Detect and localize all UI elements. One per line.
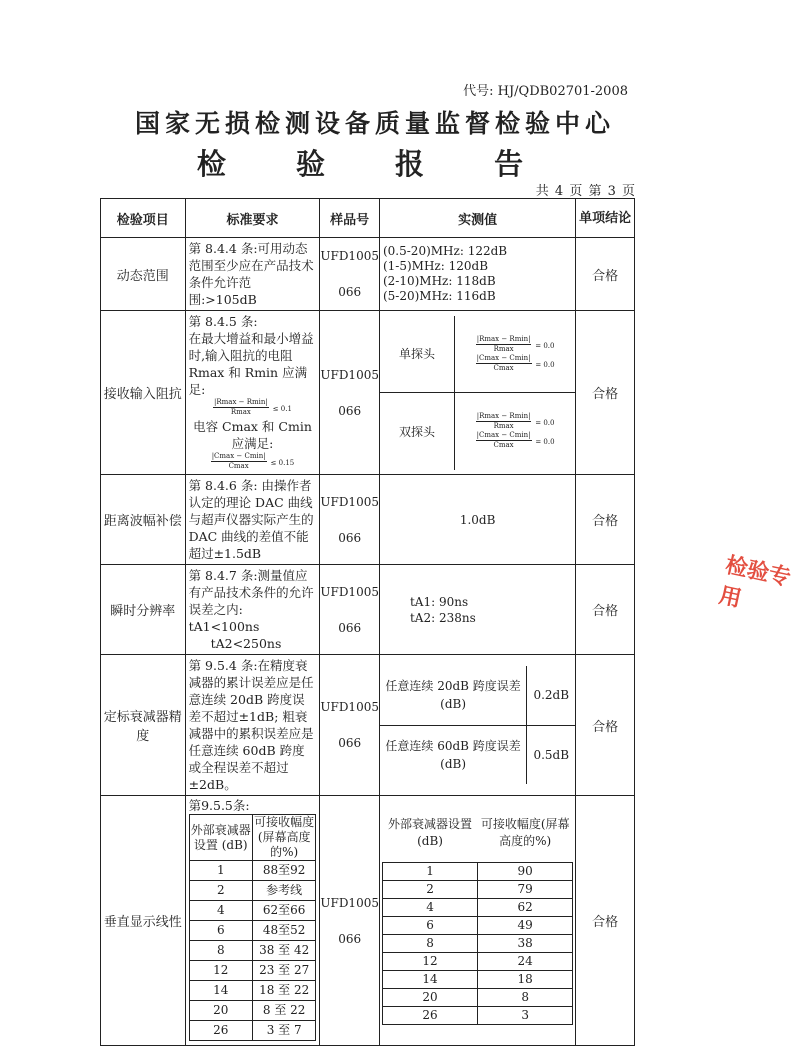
sample-id: UFD1005 066 bbox=[320, 238, 380, 311]
setting-cell: 8 bbox=[382, 934, 477, 952]
table-row bbox=[189, 981, 316, 1001]
measured-cell: 3 bbox=[478, 1006, 573, 1024]
std-resolution: 第 8.4.7 条:测量值应有产品技术条件的允许误差之内: tA1<100ns tA2<250ns bbox=[185, 565, 320, 655]
header-conclusion: 单项结论 bbox=[576, 199, 635, 238]
table-row bbox=[382, 916, 572, 934]
report-title: 检 验 报 告 bbox=[196, 147, 554, 181]
setting-cell: 2 bbox=[189, 881, 252, 901]
result-linearity bbox=[379, 796, 575, 1046]
std-linearity: 第9.5.5条: 外部衰减器设置 (dB) 可接收幅度(屏幕高度的%) 1 88至92 2 参考线 4 62至66 6 48至52 8 38 至 42 12 23 至 27 14 18 至 22 20 8 至 22 26 3 至 7 bbox=[185, 796, 320, 1046]
inspection-table bbox=[100, 198, 635, 1046]
setting-cell: 4 bbox=[382, 898, 477, 916]
table-row bbox=[101, 565, 635, 655]
result-impedance: 单探头 $\frac{|Rmax - Rmin|}{Rmax}$ = 0.0 $\frac{|Cmax - Cmin|}{Cmax}$ = 0.0 双探头 $\frac{|Rmax - Rmin|}{Rmax}$ = 0.0 $\frac{|Cmax - Cmin|}{Cmax}$ = 0.0 bbox=[379, 311, 575, 475]
setting-cell: 26 bbox=[382, 1006, 477, 1024]
item-distance: 距离波幅补偿 bbox=[101, 475, 186, 565]
allowed-cell: 3 至 7 bbox=[252, 1021, 315, 1041]
table-row bbox=[189, 881, 316, 901]
item-resolution: 瞬时分辨率 bbox=[101, 565, 186, 655]
table-row bbox=[382, 952, 572, 970]
setting-cell: 1 bbox=[189, 861, 252, 881]
setting-cell: 6 bbox=[382, 916, 477, 934]
table-row bbox=[189, 921, 316, 941]
table-row bbox=[382, 970, 572, 988]
setting-cell: 20 bbox=[382, 988, 477, 1006]
sample-id: UFD1005 066 bbox=[320, 311, 380, 475]
allowed-cell: 23 至 27 bbox=[252, 961, 315, 981]
allowed-cell: 48至52 bbox=[252, 921, 315, 941]
table-row bbox=[101, 311, 635, 475]
table-row bbox=[382, 988, 572, 1006]
setting-cell: 4 bbox=[189, 901, 252, 921]
table-row bbox=[101, 796, 635, 1046]
conclusion: 合格 bbox=[576, 311, 635, 475]
table-row bbox=[189, 961, 316, 981]
table-header-row bbox=[101, 199, 635, 238]
table-row bbox=[189, 1001, 316, 1021]
setting-cell: 14 bbox=[382, 970, 477, 988]
sample-id: UFD1005 066 bbox=[320, 655, 380, 796]
item-attenuator: 定标衰减器精度 bbox=[101, 655, 186, 796]
setting-cell: 26 bbox=[189, 1021, 252, 1041]
allowed-cell: 38 至 42 bbox=[252, 941, 315, 961]
table-row bbox=[382, 862, 572, 880]
conclusion: 合格 bbox=[576, 238, 635, 311]
setting-cell: 14 bbox=[189, 981, 252, 1001]
inspection-stamp: 检验专用 bbox=[716, 552, 794, 613]
measured-cell: 79 bbox=[478, 880, 573, 898]
measured-cell: 49 bbox=[478, 916, 573, 934]
result-dynamic: (0.5-20)MHz: 122dB (1-5)MHz: 120dB (2-10)MHz: 118dB (5-20)MHz: 116dB bbox=[379, 238, 575, 311]
setting-cell: 12 bbox=[189, 961, 252, 981]
table-row bbox=[382, 934, 572, 952]
table-row bbox=[101, 655, 635, 796]
setting-cell: 1 bbox=[382, 862, 477, 880]
measured-cell: 38 bbox=[478, 934, 573, 952]
allowed-amplitude-table: 外部衰减器设置 (dB) 可接收幅度(屏幕高度的%) 1 88至92 2 参考线 4 62至66 6 48至52 8 38 至 42 12 23 至 27 14 18 至 22 20 8 至 22 26 3 至 7 bbox=[189, 814, 317, 1041]
measured-cell: 62 bbox=[478, 898, 573, 916]
item-linearity: 垂直显示线性 bbox=[101, 796, 186, 1046]
formula-r: $\frac{|Rmax - Rmin|}{Rmax}$ bbox=[214, 398, 268, 416]
measured-cell: 90 bbox=[478, 862, 573, 880]
setting-cell: 6 bbox=[189, 921, 252, 941]
allowed-cell: 8 至 22 bbox=[252, 1001, 315, 1021]
table-row bbox=[189, 901, 316, 921]
item-dynamic: 动态范围 bbox=[101, 238, 186, 311]
measured-cell: 8 bbox=[478, 988, 573, 1006]
sample-id: UFD1005 066 bbox=[320, 796, 380, 1046]
table-row bbox=[189, 1021, 316, 1041]
organization-title: 国家无损检测设备质量监督检验中心 bbox=[134, 109, 615, 138]
std-dynamic: 第 8.4.4 条:可用动态范围至少应在产品技术条件允许范围:>105dB bbox=[185, 238, 320, 311]
allowed-cell: 参考线 bbox=[252, 881, 315, 901]
header-standard: 标准要求 bbox=[185, 199, 320, 238]
conclusion: 合格 bbox=[576, 796, 635, 1046]
measured-amplitude-table: 外部衰减器设置 (dB) 可接收幅度(屏幕高度的%) 1 90 2 79 4 62 6 49 8 38 12 24 14 18 20 8 26 3 bbox=[382, 804, 573, 1025]
sample-id: UFD1005 066 bbox=[320, 475, 380, 565]
conclusion: 合格 bbox=[576, 565, 635, 655]
formula-c: $\frac{|Cmax - Cmin|}{Cmax}$ bbox=[211, 452, 266, 470]
result-resolution: tA1: 90ns tA2: 238ns bbox=[379, 565, 575, 655]
allowed-cell: 88至92 bbox=[252, 861, 315, 881]
header-item: 检验项目 bbox=[101, 199, 186, 238]
allowed-cell: 18 至 22 bbox=[252, 981, 315, 1001]
sample-id: UFD1005 066 bbox=[320, 565, 380, 655]
setting-cell: 8 bbox=[189, 941, 252, 961]
conclusion: 合格 bbox=[576, 475, 635, 565]
std-impedance: 第 8.4.5 条: 在最大增益和最小增益时,输入阻抗的电阻 Rmax 和 Rmin 应满足: $\frac{|Rmax - Rmin|}{Rmax}$ ≤ 0.1 电容 Cmax 和 Cmin 应满足: $\frac{|Cmax - Cmin|}{Cmax}$ ≤ 0.15 bbox=[185, 311, 320, 475]
table-row bbox=[382, 898, 572, 916]
page-number: 共 4 页 第 3 页 bbox=[535, 184, 636, 199]
std-distance: 第 8.4.6 条: 由操作者认定的理论 DAC 曲线与超声仪器实际产生的 DAC 曲线的差值不能超过±1.5dB bbox=[185, 475, 320, 565]
table-row bbox=[189, 941, 316, 961]
setting-cell: 2 bbox=[382, 880, 477, 898]
measured-cell: 24 bbox=[478, 952, 573, 970]
table-row bbox=[382, 880, 572, 898]
allowed-cell: 62至66 bbox=[252, 901, 315, 921]
document-code: 代号: HJ/QDB02701-2008 bbox=[463, 84, 628, 99]
setting-cell: 20 bbox=[189, 1001, 252, 1021]
table-row bbox=[382, 1006, 572, 1024]
item-impedance: 接收输入阻抗 bbox=[101, 311, 186, 475]
measured-cell: 18 bbox=[478, 970, 573, 988]
header-result: 实测值 bbox=[379, 199, 575, 238]
table-row bbox=[189, 861, 316, 881]
std-attenuator: 第 9.5.4 条:在精度衰减器的累计误差应是任意连续 20dB 跨度误差不超过±1dB; 粗衰减器中的累积误差应是任意连续 60dB 跨度或全程误差不超过±2dB。 bbox=[185, 655, 320, 796]
table-row bbox=[101, 475, 635, 565]
result-attenuator: 任意连续 20dB 跨度误差(dB) 0.2dB 任意连续 60dB 跨度误差(dB) 0.5dB bbox=[379, 655, 575, 796]
setting-cell: 12 bbox=[382, 952, 477, 970]
header-sample: 样品号 bbox=[320, 199, 380, 238]
conclusion: 合格 bbox=[576, 655, 635, 796]
table-row bbox=[101, 238, 635, 311]
result-distance: 1.0dB bbox=[379, 475, 575, 565]
